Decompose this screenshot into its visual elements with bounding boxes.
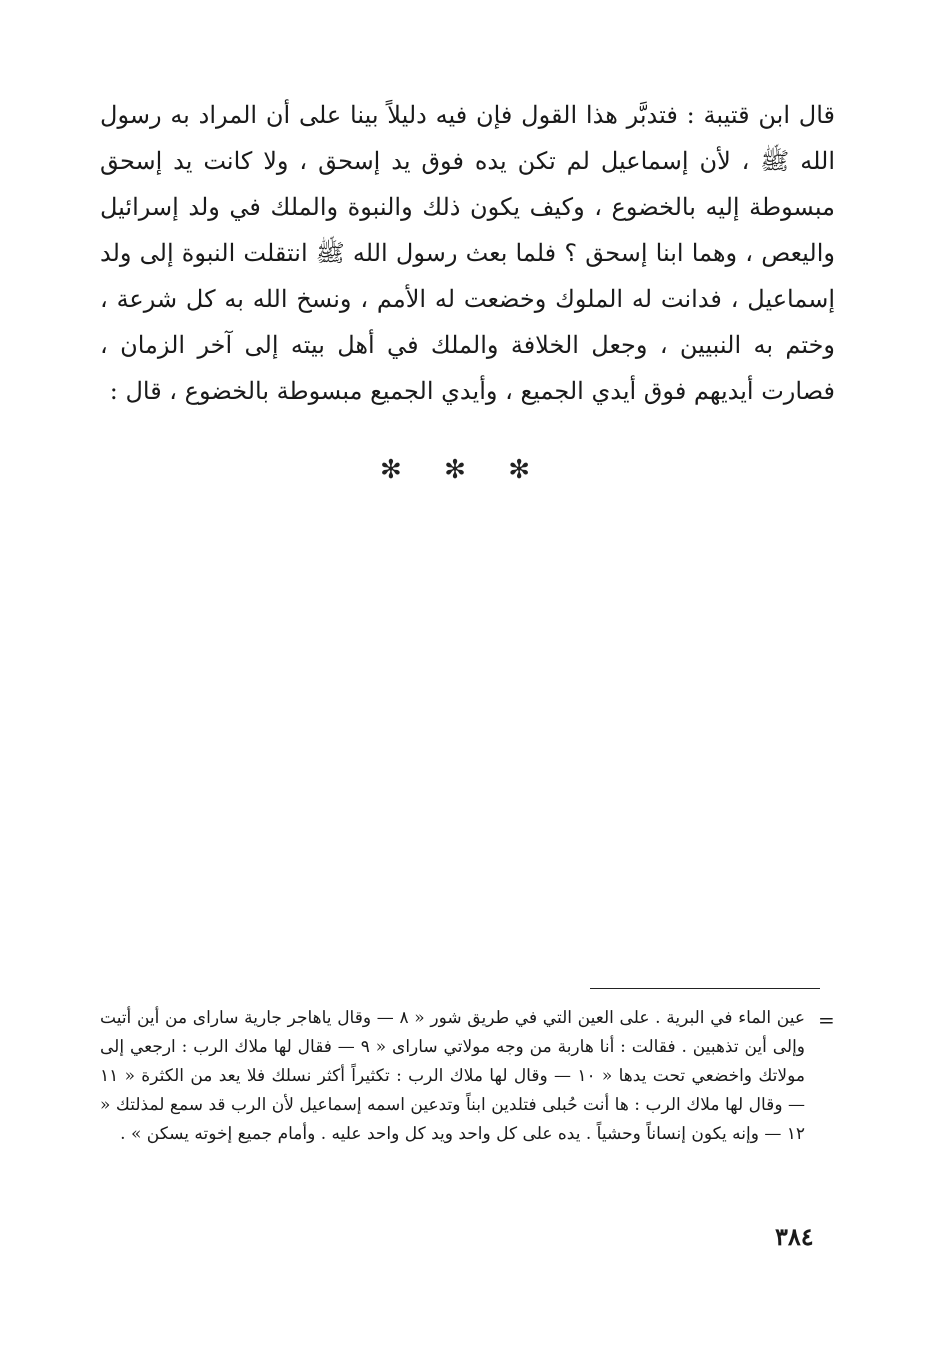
separator-star: ✻ xyxy=(444,455,466,485)
section-separator xyxy=(380,455,530,485)
page-number: ٣٨٤ xyxy=(775,1222,814,1251)
separator-star: ✻ xyxy=(508,455,530,485)
separator-star: ✻ xyxy=(380,455,402,485)
footnote-divider xyxy=(590,988,820,989)
footnote-continuation-marker: = xyxy=(818,1008,835,1032)
main-paragraph: قال ابن قتيبة : فتدبَّر هذا القول فإن فيه دليلاً بينا على أن المراد به رسول الله ﷺ ، لأن إسماعيل لم تكن يده فوق يد إسحق ، ولا كانت يد إسحق مبسوطة إليه بالخضوع ، وكيف يكون ذلك والنبوة والملك في ولد إسرائيل واليعص ، وهما ابنا إسحق ؟ فلما بعث رسول الله ﷺ انتقلت النبوة إلى ولد إسماعيل ، فدانت له الملوك وخضعت له الأمم ، ونسخ الله به كل شرعة ، وختم به النبيين ، وجعل الخلافة والملك في أهل بيته إلى آخر الزمان ، فصارت أيديهم فوق أيدي الجميع ، وأيدي الجميع مبسوطة بالخضوع ، قال : xyxy=(100,101,835,405)
footnote-text: عين الماء في البرية . على العين التي في طريق شور « ٨ — وقال ياهاجر جارية سارای من أين أتيت وإلى أين تذهبين . فقالت : أنا هاربة من وجه مولاتي سارای « ٩ — فقال لها ملاك الرب : ارجعي إلى مولاتك واخضعي تحت يدها « ١٠ — وقال لها ملاك الرب : تكثيراً أكثر نسلك فلا يعد من الكثرة « ١١ — وقال لها ملاك الرب : ها أنت حُبلى فتلدين ابناً وتدعين اسمه إسماعيل لأن الرب قد سمع لمذلتك « ١٢ — وإنه يكون إنساناً وحشياً . يده على كل واحد ويد كل واحد عليه . وأمام جميع إخوته يسكن » . xyxy=(100,1008,806,1144)
